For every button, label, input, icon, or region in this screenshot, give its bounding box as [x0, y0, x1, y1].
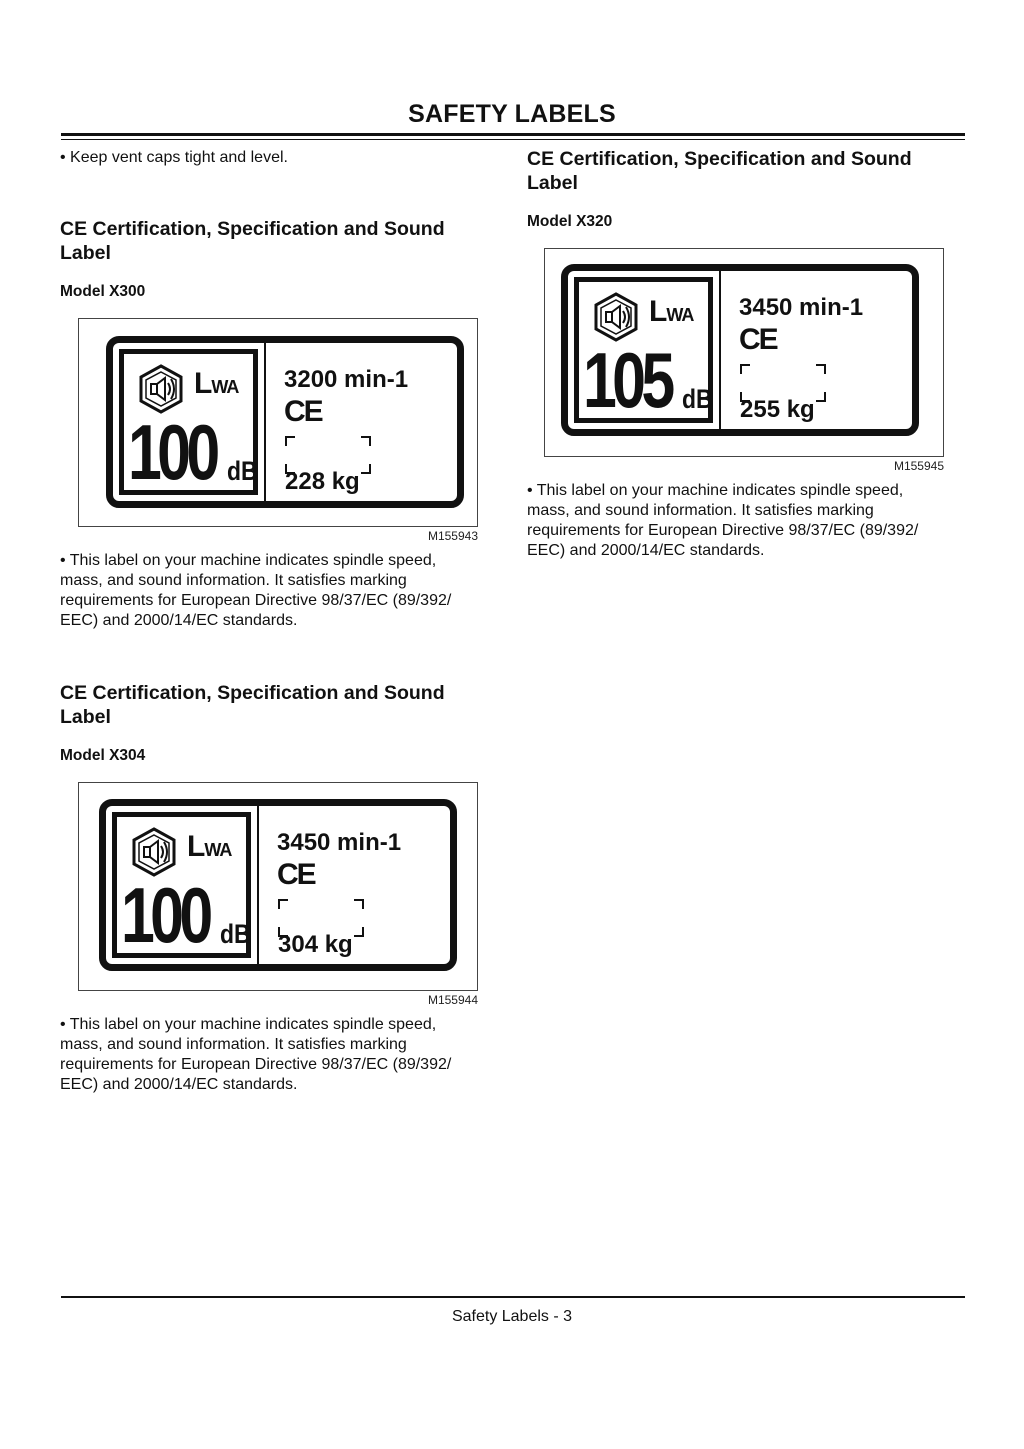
- sound-level-box: [112, 812, 251, 958]
- page-title: SAFETY LABELS: [408, 100, 616, 128]
- corner-mark: [361, 464, 371, 474]
- description-line: requirements for European Directive 98/37/EC (89/392/: [60, 1056, 452, 1073]
- section-heading-line1: CE Certification, Specification and Sound: [60, 682, 445, 704]
- sound-level-value: 100: [128, 408, 216, 496]
- section-heading: [60, 682, 480, 729]
- section-heading: [60, 218, 480, 265]
- corner-mark: [816, 364, 826, 374]
- ce-sound-label-plate: [99, 799, 457, 971]
- ce-sound-label-plate: [561, 264, 919, 436]
- sound-level-unit: dB: [220, 919, 251, 949]
- ce-mark: CE: [284, 395, 322, 428]
- description-line: mass, and sound information. It satisfies marking: [527, 502, 874, 519]
- page-footer: Safety Labels - 3: [451, 1308, 573, 1325]
- description-line: mass, and sound information. It satisfies marking: [60, 1036, 407, 1053]
- left-column: [60, 148, 480, 1095]
- corner-mark: [740, 364, 750, 374]
- description-line: requirements for European Directive 98/37/EC (89/392/: [527, 522, 919, 539]
- model-name: Model X304: [60, 747, 146, 764]
- model-name: Model X320: [527, 213, 613, 230]
- figure-id: M155945: [893, 459, 944, 473]
- sound-level-box: [119, 349, 258, 495]
- description-line: • This label on your machine indicates spindle speed,: [527, 482, 904, 499]
- spindle-speed: 3450 min-1: [739, 294, 864, 321]
- footer-rule: [61, 1296, 965, 1298]
- sound-level-box: [574, 277, 713, 423]
- description-line: EEC) and 2000/14/EC standards.: [60, 1076, 298, 1093]
- section-heading-line2: Label: [60, 705, 111, 728]
- safety-label-image: [544, 248, 944, 457]
- right-column: [527, 148, 947, 561]
- intro-bullet: • Keep vent caps tight and level.: [60, 149, 288, 166]
- title-rule-thin: [61, 139, 965, 140]
- description-line: • This label on your machine indicates spindle speed,: [60, 1016, 437, 1033]
- speaker-icon: [129, 827, 179, 877]
- lwa-symbol: [649, 294, 693, 333]
- figure-id: M155943: [427, 529, 478, 543]
- description: [60, 551, 480, 631]
- section-heading-line1: CE Certification, Specification and Sound: [527, 148, 912, 170]
- section-x304: [60, 682, 480, 1095]
- sound-level-value: 100: [121, 871, 209, 959]
- lwa-subscript: WA: [211, 377, 239, 397]
- spindle-speed: 3200 min-1: [284, 366, 409, 393]
- corner-mark: [285, 436, 295, 446]
- section-heading-line2: Label: [60, 241, 111, 264]
- speaker-icon: [591, 292, 641, 342]
- description-line: requirements for European Directive 98/37/EC (89/392/: [60, 592, 452, 609]
- corner-mark: [354, 927, 364, 937]
- corner-mark: [278, 899, 288, 909]
- section-x300: [60, 218, 480, 631]
- model-name: Model X300: [60, 283, 146, 300]
- lwa-subscript: WA: [204, 840, 232, 860]
- ce-sound-label-plate: [106, 336, 464, 508]
- machine-mass: 228 kg: [285, 468, 360, 495]
- section-heading-line1: CE Certification, Specification and Sound: [60, 218, 445, 240]
- section-x320: [527, 148, 947, 561]
- description: [60, 1015, 480, 1095]
- machine-mass: 304 kg: [278, 931, 353, 958]
- lwa-letter: L: [649, 295, 667, 328]
- sound-level-unit: dB: [682, 384, 713, 414]
- lwa-symbol: [194, 366, 238, 405]
- description: [527, 481, 947, 561]
- description-line: EEC) and 2000/14/EC standards.: [527, 542, 765, 559]
- corner-mark: [816, 392, 826, 402]
- ce-mark: CE: [739, 323, 777, 356]
- section-heading: [527, 148, 947, 195]
- description-line: mass, and sound information. It satisfies marking: [60, 572, 407, 589]
- section-heading-line2: Label: [527, 171, 578, 194]
- ce-mark: CE: [277, 858, 315, 891]
- label-divider: [264, 342, 266, 502]
- lwa-letter: L: [187, 830, 205, 863]
- machine-mass: 255 kg: [740, 396, 815, 423]
- spindle-speed: 3450 min-1: [277, 829, 402, 856]
- lwa-symbol: [187, 829, 231, 868]
- title-rule-thick: [61, 133, 965, 136]
- sound-level-value: 105: [583, 336, 671, 424]
- speaker-icon: [136, 364, 186, 414]
- lwa-letter: L: [194, 367, 212, 400]
- safety-label-image: [78, 318, 478, 527]
- label-divider: [257, 805, 259, 965]
- safety-label-image: [78, 782, 478, 991]
- description-line: • This label on your machine indicates spindle speed,: [60, 552, 437, 569]
- sound-level-unit: dB: [227, 456, 258, 486]
- corner-mark: [361, 436, 371, 446]
- description-line: EEC) and 2000/14/EC standards.: [60, 612, 298, 629]
- corner-mark: [354, 899, 364, 909]
- lwa-subscript: WA: [666, 305, 694, 325]
- figure-id: M155944: [427, 993, 478, 1007]
- label-divider: [719, 270, 721, 430]
